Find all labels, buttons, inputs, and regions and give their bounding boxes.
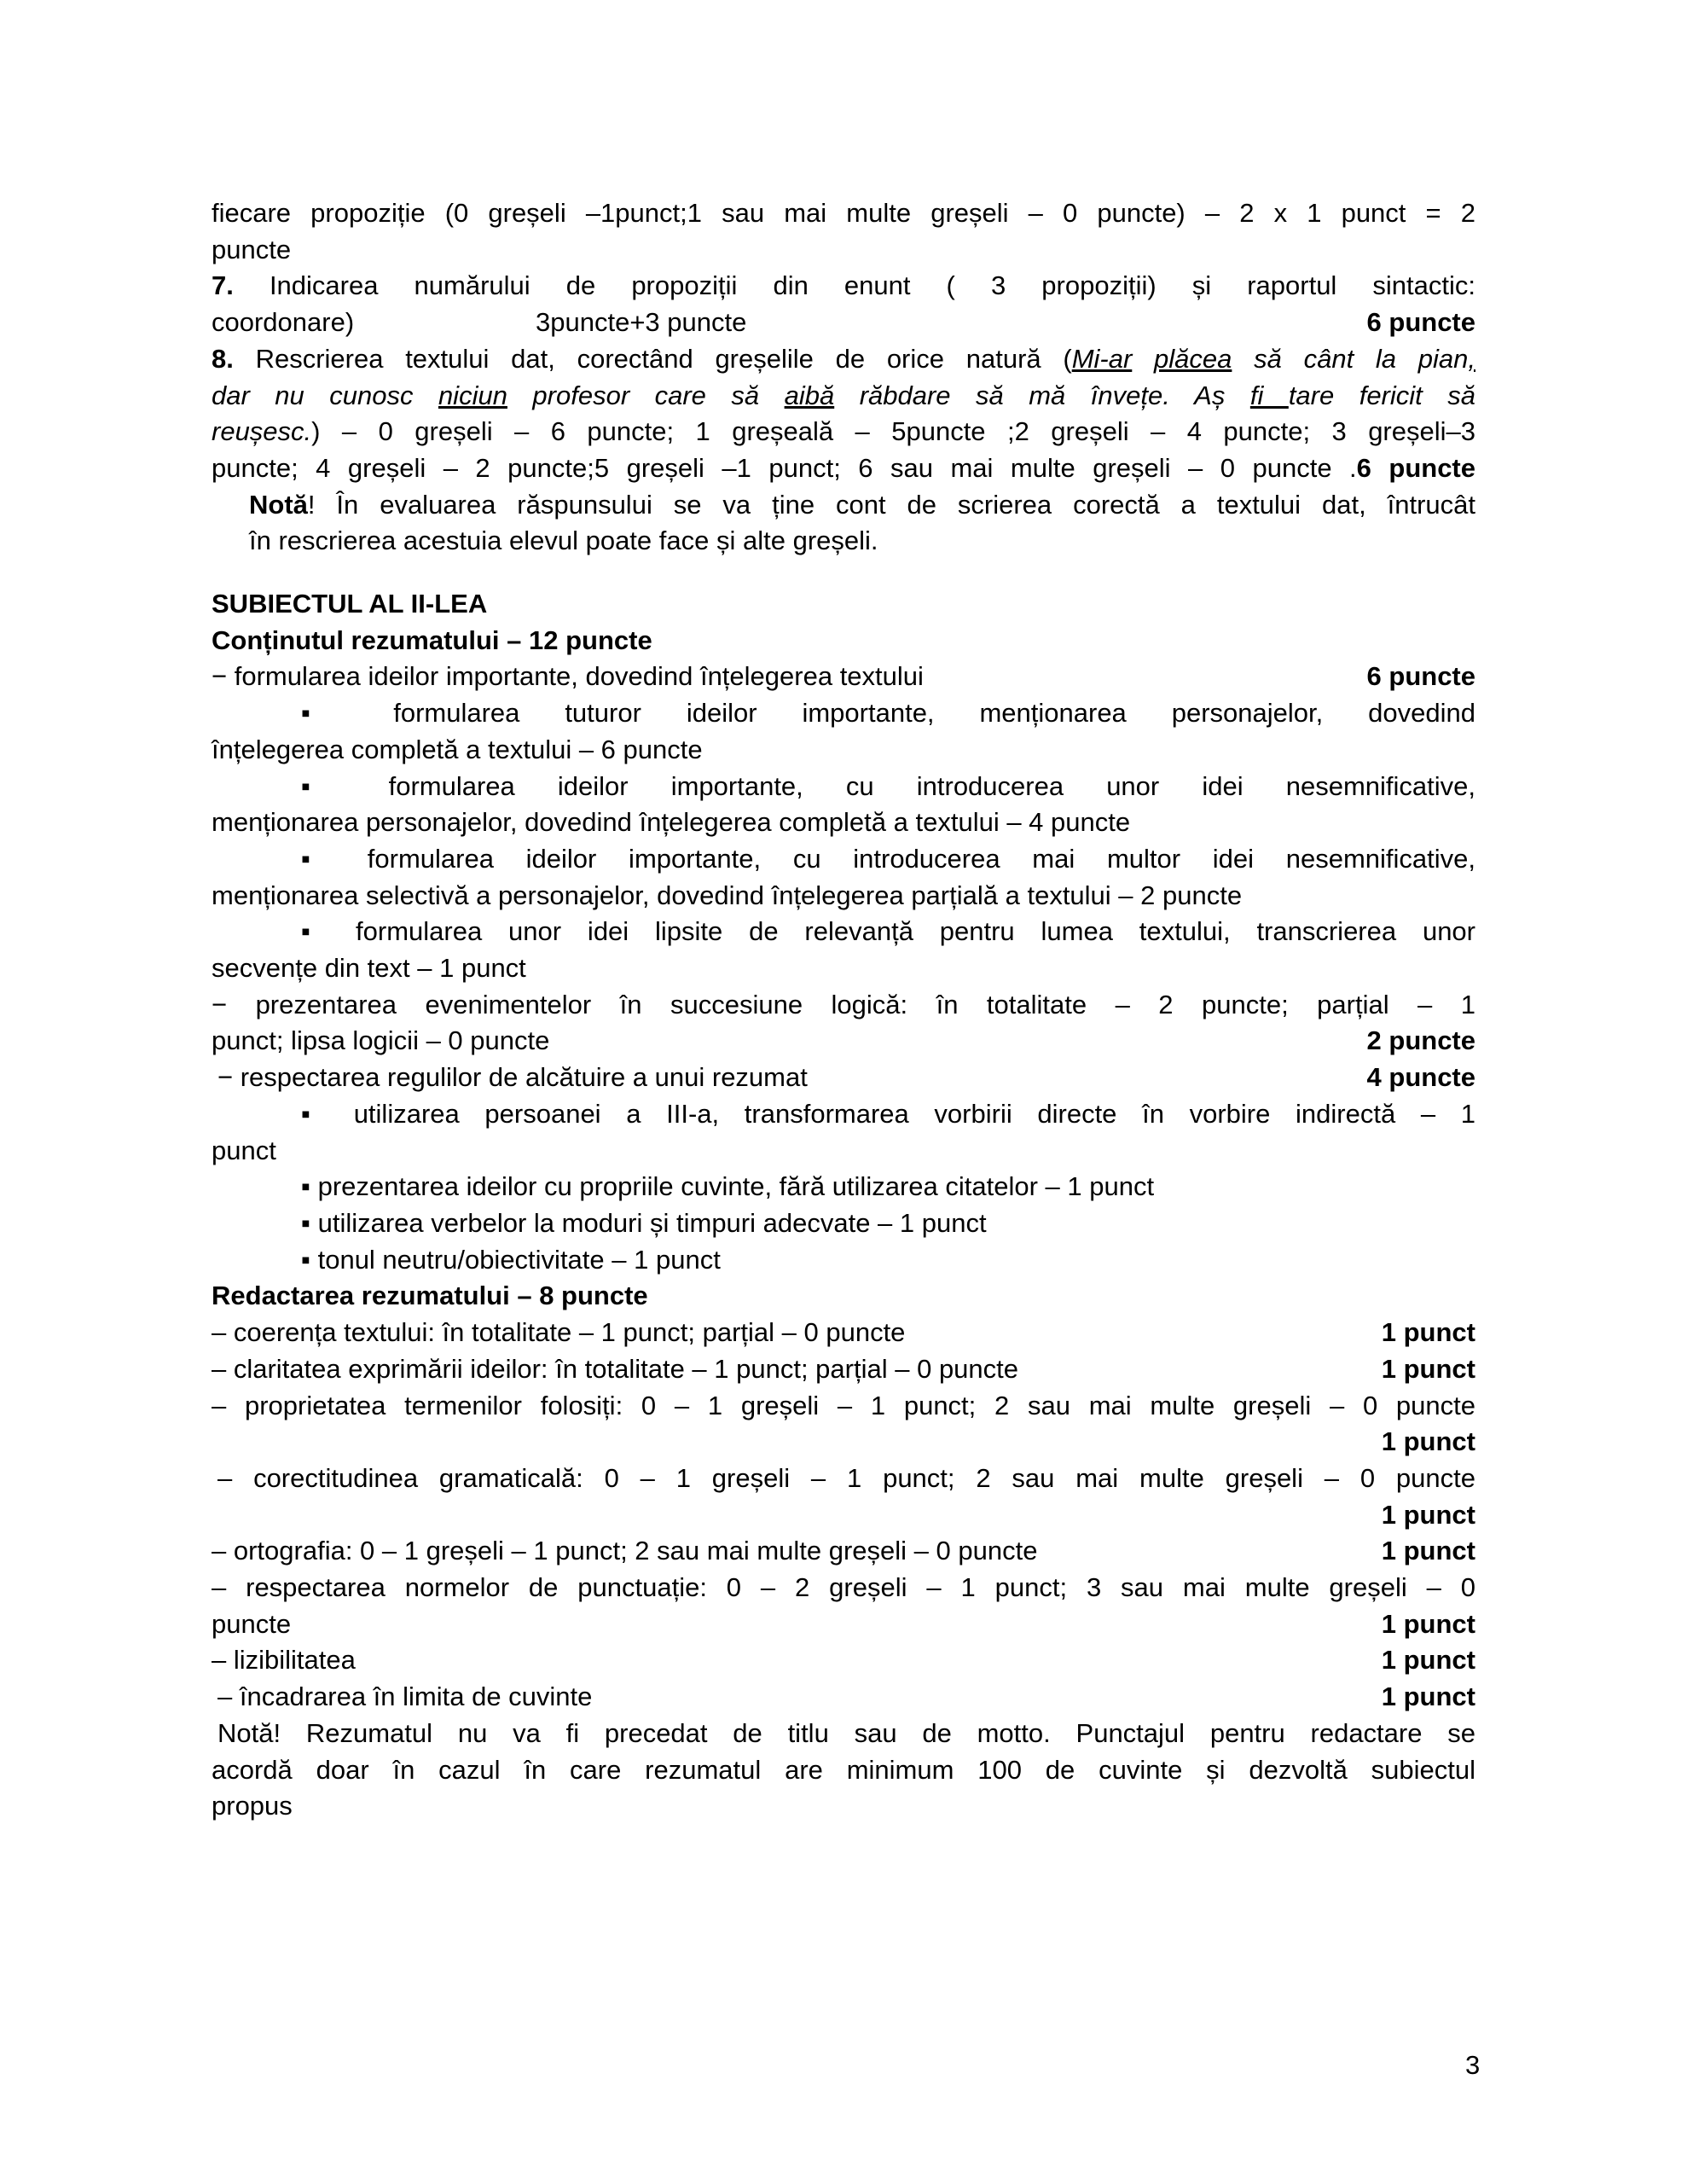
line-item7 [212,268,1475,305]
line-bullet3-1 [212,841,1475,878]
text-run: Notă! Rezumatul nu va fi precedat de titlu sau de motto. Punctajul pentru redactare se [217,1717,1475,1748]
line-crit-proprietate [212,1388,1475,1425]
line-item8-4 [212,450,1475,487]
text-run: − respectarea regulilor de alcătuire a unui rezumat [217,1062,808,1093]
score-label: 1 punct [1381,1499,1475,1530]
line-fiecare-2 [212,232,1475,269]
text-run: profesor care să [507,380,785,410]
text-run: – ortografia: 0 – 1 greșeli – 1 punct; 2 sau mai multe greșeli – 0 puncte [212,1536,1038,1566]
line-bullet2-1 [212,769,1475,805]
score-label: 4 puncte [1366,1062,1475,1093]
line-nota1-2 [212,523,1475,560]
text-run: înțelegerea completă a textului – 6 puncte [212,734,703,764]
text-run: niciun [438,380,507,410]
line-score-corectitudine [212,1497,1475,1534]
line-crit-coerenta [212,1315,1475,1351]
text-run: menționarea selectivă a personajelor, dovedind înțelegerea parțială a textului – 2 puncte [212,880,1243,910]
text-run: – respectarea normelor de punctuație: 0 – 2 greșeli – 1 punct; 3 sau mai multe greșeli – 0 [212,1571,1475,1602]
score-label: 1 punct [1381,1608,1475,1639]
text-run: fi [1249,380,1289,410]
text-run: punct; lipsa logicii – 0 puncte [212,1025,550,1056]
text-run: – corectitudinea gramaticală: 0 – 1 greșeli – 1 punct; 2 sau mai multe greșeli – 0 puncte [217,1462,1475,1493]
heading-redactarea-rezumatului [212,1278,1475,1315]
line-item8-1 [212,341,1475,378]
text-run: ! În evaluarea răspunsului se va ține cont de scrierea corectă a textului dat, întrucât [307,489,1475,520]
text-run: în rescrierea acestuia elevul poate face și alte greșeli. [249,526,878,556]
text-run: ▪ prezentarea ideilor cu propriile cuvinte, fără utilizarea citatelor – 1 punct [301,1171,1155,1202]
line-bullet-cuvinte [212,1169,1475,1205]
text-run: punct [212,1135,276,1165]
document-body [212,195,1475,1825]
line-crit-ortografie [212,1533,1475,1570]
line-bullet-ton [212,1242,1475,1279]
text-run: propus [212,1791,293,1821]
text-run: 8. [212,343,234,374]
text-run: Notă [249,489,308,520]
text-run: tare fericit să [1288,380,1475,410]
text-run: 7. [212,270,234,301]
line-crit-succesiune-2 [212,1023,1475,1060]
text-run: , [1468,343,1475,374]
text-run: puncte [212,1608,292,1639]
text-run: răbdare să mă învețe. Aș [834,380,1250,410]
text-run: Indicarea numărului de propoziții din enunt ( 3 propoziții) și raportul sintactic: [233,270,1475,301]
text-run: puncte; 4 greșeli – 2 puncte;5 greșeli –1 punct; 6 sau mai multe greșeli – 0 puncte . [212,452,1357,483]
text-run: coordonare) [212,307,355,338]
text-run: ▪ utilizarea verbelor la moduri și timpuri adecvate – 1 punct [301,1207,987,1238]
text-run: Redactarea rezumatului – 8 puncte [212,1281,648,1311]
text-run [1132,344,1154,374]
text-run: dar nu cunosc [212,380,438,410]
line-bullet4-2 [212,950,1475,987]
text-run: menționarea personajelor, dovedind înțelegerea completă a textului – 4 puncte [212,807,1131,838]
line-bullet1-2 [212,732,1475,769]
text-run: puncte [212,234,292,264]
line-nota1-1 [212,487,1475,524]
line-fiecare-1 [212,195,1475,232]
score-label: 1 punct [1381,1682,1475,1712]
score-label: 6 puncte [1366,661,1475,692]
text-run: să cânt la pian [1232,343,1469,374]
text-run: ) – 0 greșeli – 6 puncte; 1 greșeală – 5puncte ;2 greșeli – 4 puncte; 3 greșeli–3 [311,416,1475,447]
score-label: 1 punct [1381,1317,1475,1348]
line-crit-incadrare [212,1679,1475,1716]
text-run: ▪ formularea unor idei lipsite de relevanță pentru lumea textului, transcrierea unor [301,916,1475,947]
text-run: Conținutul rezumatului – 12 puncte [212,624,652,655]
text-run: ▪ formularea tuturor ideilor importante, menționarea personajelor, dovedind [301,698,1475,729]
text-run: – coerența textului: în totalitate – 1 punct; parțial – 0 puncte [212,1317,906,1348]
text-run: plăcea [1154,343,1232,374]
score-label: 6 puncte [1366,307,1475,338]
text-run: Mi-ar [1071,343,1133,374]
score-label: 1 punct [1381,1426,1475,1457]
text-run: ▪ formularea ideilor importante, cu introducerea unor idei nesemnificative, [301,770,1475,801]
line-score-proprietate [212,1424,1475,1461]
line-crit-formulare [212,659,1475,695]
line-crit-claritate [212,1351,1475,1388]
text-run: – proprietatea termenilor folosiți: 0 – 1 greșeli – 1 punct; 2 sau mai multe greșeli – 0 puncte [212,1390,1475,1420]
text-run: 3puncte+3 puncte [536,307,747,338]
text-run: fiecare propoziție (0 greșeli –1punct;1 sau mai multe greșeli – 0 puncte) – 2 x 1 punct = 2 [212,198,1475,228]
line-item8-2 [212,378,1475,415]
line-crit-punctuatie-1 [212,1570,1475,1606]
score-label: 1 punct [1381,1353,1475,1384]
text-run: 6 puncte [1356,452,1475,483]
line-bullet-persoana-1 [212,1096,1475,1133]
text-run: secvențe din text – 1 punct [212,953,526,984]
text-run: − formularea ideilor importante, dovedind înțelegerea textului [212,661,924,692]
score-label: 2 puncte [1366,1025,1475,1056]
text-run: Rescrierea textului dat, corectând greșelile de orice natură ( [233,343,1072,374]
text-run: SUBIECTUL AL II-LEA [212,589,488,619]
page-number: 3 [1465,2050,1481,2080]
score-label: 1 punct [1381,1536,1475,1566]
heading-continutul-rezumatului [212,623,1475,659]
line-bullet4-1 [212,914,1475,950]
line-bullet2-2 [212,804,1475,841]
line-item8-3 [212,414,1475,450]
text-run: ▪ formularea ideilor importante, cu introducerea mai multor idei nesemnificative, [301,843,1475,874]
text-run: – lizibilitatea [212,1645,356,1676]
heading-subiectul-al-ii-lea [212,586,1475,623]
text-run: – încadrarea în limita de cuvinte [217,1682,593,1712]
line-item7-scoring [212,305,1475,341]
text-run: ▪ utilizarea persoanei a III-a, transformarea vorbirii directe în vorbire indirectă – 1 [301,1098,1475,1129]
line-nota2-3 [212,1788,1475,1825]
text-run: ▪ tonul neutru/obiectivitate – 1 punct [301,1244,721,1275]
line-crit-lizibilitate [212,1642,1475,1679]
line-crit-corectitudine [212,1461,1475,1497]
line-bullet3-2 [212,878,1475,915]
text-run: reușesc. [212,416,312,447]
line-crit-punctuatie-2 [212,1606,1475,1643]
line-bullet1-1 [212,695,1475,732]
text-run: acordă doar în cazul în care rezumatul are minimum 100 de cuvinte și dezvoltă subiectul [212,1754,1475,1785]
line-crit-reguli [212,1060,1475,1096]
score-label: 1 punct [1381,1645,1475,1676]
line-nota2-2 [212,1752,1475,1789]
text-run: aibă [784,380,835,410]
text-run: − prezentarea evenimentelor în succesiune logică: în totalitate – 2 puncte; parțial – 1 [212,989,1475,1019]
line-bullet-verbe [212,1205,1475,1242]
text-run: – claritatea exprimării ideilor: în totalitate – 1 punct; parțial – 0 puncte [212,1353,1019,1384]
line-nota2-1 [212,1716,1475,1752]
line-bullet-persoana-2 [212,1133,1475,1170]
line-crit-succesiune-1 [212,987,1475,1024]
